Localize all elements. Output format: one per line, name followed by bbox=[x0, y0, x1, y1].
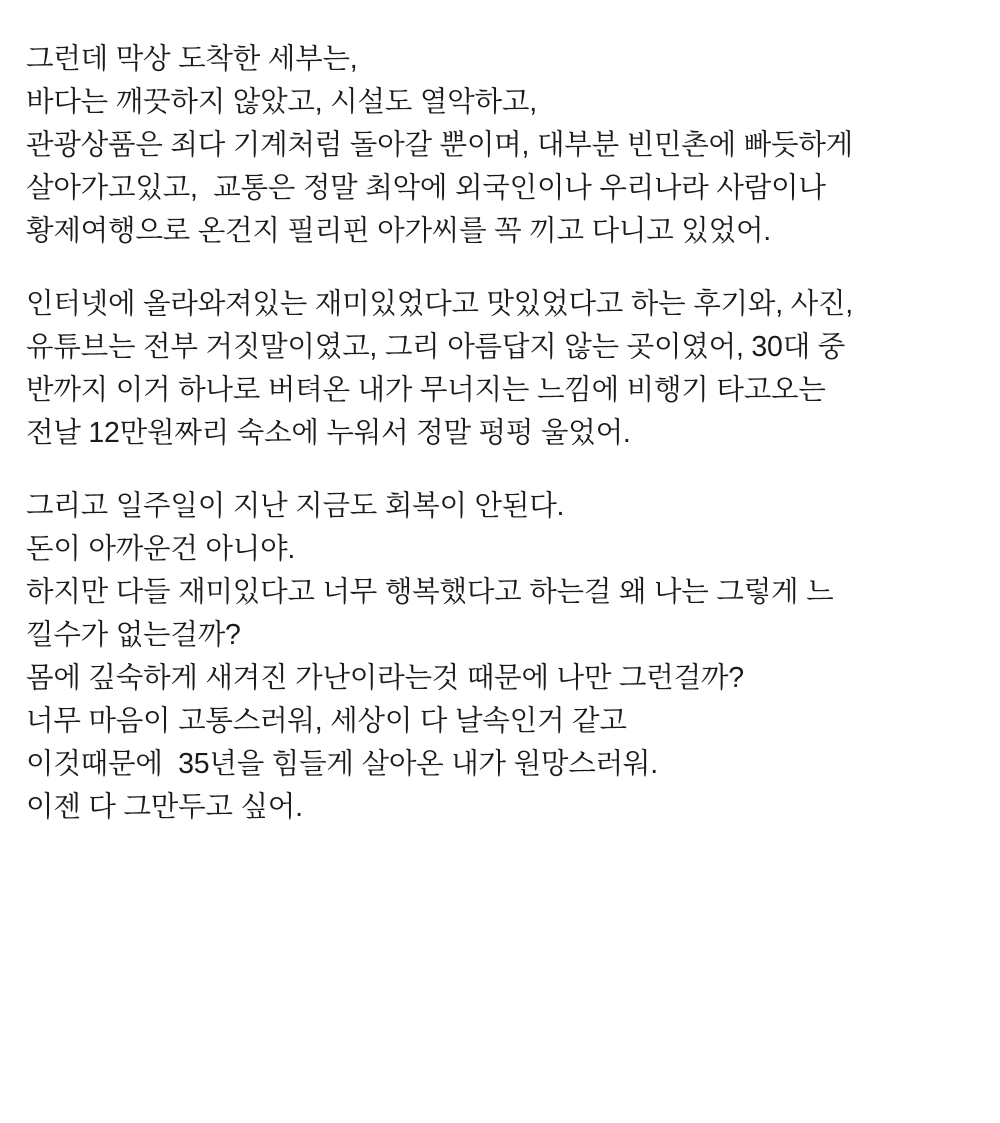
text-block-2 bbox=[26, 283, 974, 455]
text-line: 몸에 깊숙하게 새겨진 가난이라는것 때문에 나만 그런걸까? bbox=[26, 662, 744, 694]
text-block-3 bbox=[26, 485, 974, 829]
text-line: 그런데 막상 도착한 세부는, bbox=[26, 43, 358, 75]
text-line: 인터넷에 올라와져있는 재미있었다고 맛있었다고 하는 후기와, 사진, bbox=[26, 288, 854, 320]
text-line: 살아가고있고, 교통은 정말 최악에 외국인이나 우리나라 사람이나 bbox=[26, 172, 826, 204]
text-line: 관광상품은 죄다 기계처럼 돌아갈 뿐이며, 대부분 빈민촌에 빠듯하게 bbox=[26, 129, 854, 161]
text-line: 유튜브는 전부 거짓말이였고, 그리 아름답지 않는 곳이였어, 30대 중 bbox=[26, 331, 846, 363]
text-line: 이것때문에 35년을 힘들게 살아온 내가 원망스러워. bbox=[26, 748, 658, 780]
text-line: 반까지 이거 하나로 버텨온 내가 무너지는 느낌에 비행기 타고오는 bbox=[26, 374, 826, 406]
text-line: 황제여행으로 온건지 필리핀 아가씨를 꼭 끼고 다니고 있었어. bbox=[26, 215, 772, 247]
text-line: 돈이 아까운건 아니야. bbox=[26, 533, 296, 565]
text-line: 그리고 일주일이 지난 지금도 회복이 안된다. bbox=[26, 490, 565, 522]
text-line: 이젠 다 그만두고 싶어. bbox=[26, 791, 303, 823]
text-line: 하지만 다들 재미있다고 너무 행복했다고 하는걸 왜 나는 그렇게 느 bbox=[26, 576, 834, 608]
text-block-1 bbox=[26, 38, 974, 253]
text-line: 바다는 깨끗하지 않았고, 시설도 열악하고, bbox=[26, 86, 537, 118]
text-line: 너무 마음이 고통스러워, 세상이 다 날속인거 같고 bbox=[26, 705, 627, 737]
text-line: 전날 12만원짜리 숙소에 누워서 정말 펑펑 울었어. bbox=[26, 417, 631, 449]
text-line: 낄수가 없는걸까? bbox=[26, 619, 241, 651]
